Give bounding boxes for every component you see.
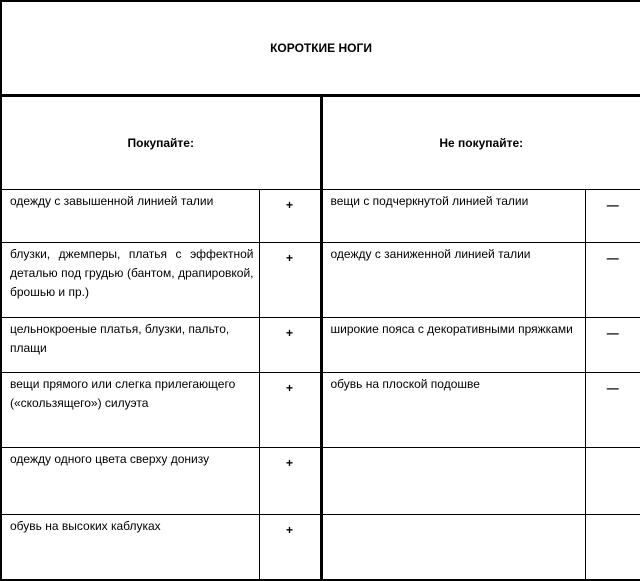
dont-buy-item-text — [321, 515, 585, 581]
plus-mark — [259, 190, 321, 243]
minus-mark — [585, 243, 640, 318]
table-row — [1, 448, 640, 515]
table-row — [1, 190, 640, 243]
buy-item-text: одежду с завышенной линией талии — [1, 190, 259, 243]
buy-column-header: Покупайте: — [1, 96, 321, 190]
buy-item-text: блузки, джемперы, платья с эффектной деталью под грудью (бантом, драпировкой, брошью и пр.) — [1, 243, 259, 318]
table-row — [1, 515, 640, 581]
dont-buy-item-text: обувь на плоской подошве — [321, 373, 585, 448]
plus-mark — [259, 373, 321, 448]
plus-mark — [259, 515, 321, 581]
buy-item-text: цельнокроеные платья, блузки, пальто, плащи — [1, 318, 259, 373]
minus-icon: — — [606, 326, 619, 340]
dont-buy-item-text — [321, 448, 585, 515]
table-row — [1, 318, 640, 373]
minus-icon: — — [606, 251, 619, 265]
dont-buy-item-text: широкие пояса с декоративными пряжками — [321, 318, 585, 373]
plus-mark — [259, 448, 321, 515]
table-row — [1, 243, 640, 318]
plus-icon: + — [285, 198, 293, 212]
minus-mark — [585, 373, 640, 448]
plus-mark — [259, 318, 321, 373]
plus-icon: + — [285, 456, 293, 470]
dont-buy-column-header: Не покупайте: — [321, 96, 640, 190]
buy-item-text: одежду одного цвета сверху донизу — [1, 448, 259, 515]
plus-icon: + — [285, 326, 293, 340]
plus-icon: + — [285, 251, 293, 265]
dont-buy-item-text: одежду с заниженной линией талии — [321, 243, 585, 318]
minus-mark — [585, 515, 640, 581]
table-title: КОРОТКИЕ НОГИ — [1, 1, 640, 96]
minus-mark — [585, 318, 640, 373]
minus-mark — [585, 448, 640, 515]
minus-mark — [585, 190, 640, 243]
table-row — [1, 373, 640, 448]
buy-item-text: вещи прямого или слегка прилегающего («скользящего») силуэта — [1, 373, 259, 448]
plus-mark — [259, 243, 321, 318]
buy-item-text: обувь на высоких каблуках — [1, 515, 259, 581]
plus-icon: + — [285, 523, 293, 537]
plus-icon: + — [285, 381, 293, 395]
minus-icon: — — [606, 381, 619, 395]
minus-icon: — — [606, 198, 619, 212]
dont-buy-item-text: вещи с подчеркнутой линией талии — [321, 190, 585, 243]
